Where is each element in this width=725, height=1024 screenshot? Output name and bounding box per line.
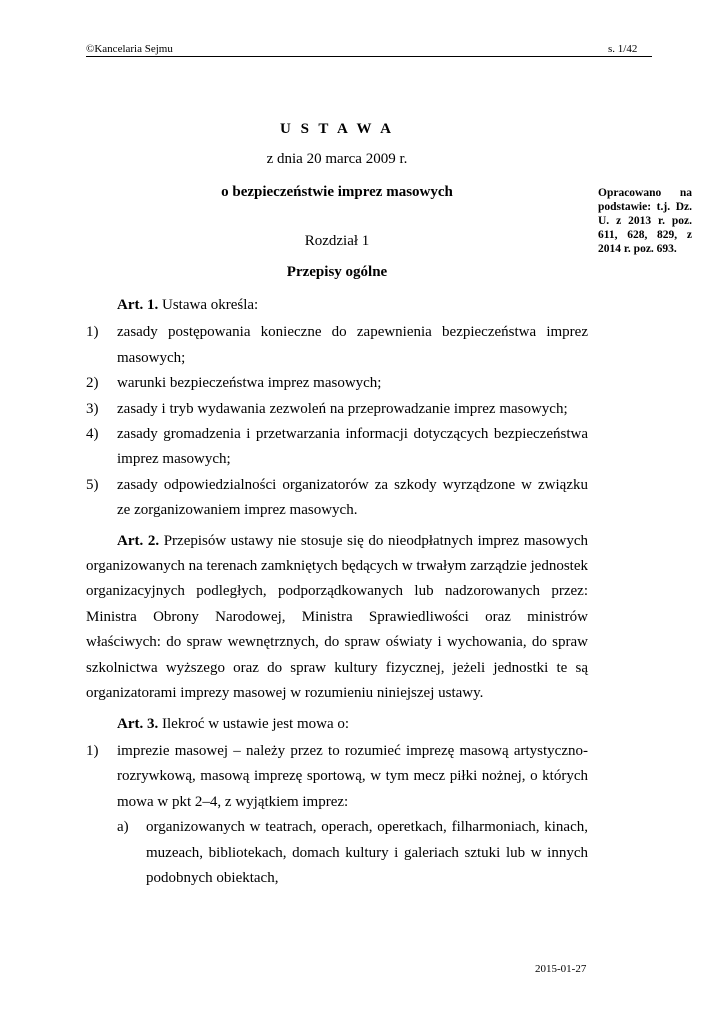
document-body — [86, 293, 588, 891]
art3-subitem-letter: a) — [117, 819, 129, 836]
art1-item — [86, 473, 588, 524]
art1-item-number: 2) — [86, 375, 99, 392]
header-page-number: s. 1/42 — [608, 43, 638, 55]
art1-item — [86, 422, 588, 473]
art1-item-text: zasady odpowiedzialności organizatorów za szkody wyrządzone w związku ze zorganizowaniem imprez masowych. — [117, 476, 588, 519]
art1-item-text: warunki bezpieczeństwa imprez masowych; — [117, 375, 382, 392]
art1-item — [86, 397, 588, 422]
document-date: z dnia 20 marca 2009 r. — [266, 151, 408, 167]
art1-item-text: zasady gromadzenia i przetwarzania informacji dotyczących bezpieczeństwa imprez masowych; — [117, 426, 588, 468]
art1-item-number: 5) — [86, 476, 99, 493]
art1-intro — [86, 293, 588, 318]
art1-item-number: 3) — [86, 400, 99, 417]
document-subject: o bezpieczeństwie imprez masowych — [221, 184, 453, 200]
art1-item-text: zasady postępowania konieczne do zapewnienia bezpieczeństwa imprez masowych; — [117, 324, 588, 366]
art1-item — [86, 320, 588, 371]
art3-intro-text: Ilekroć w ustawie jest mowa o: — [158, 715, 350, 732]
document-title: U S T A W A — [279, 121, 395, 137]
header-source: ©Kancelaria Sejmu — [86, 43, 173, 55]
art2-label: Art. 2. — [117, 532, 160, 549]
art1-item-text: zasady i tryb wydawania zezwoleń na przeprowadzanie imprez masowych; — [117, 400, 568, 417]
art3-subitem-text: organizowanych w teatrach, operach, operetkach, filharmoniach, kinach, muzeach, bibliotekach, domach kultury i galeriach sztuki lub w innych podobnych obiektach, — [146, 819, 588, 886]
art3-item — [86, 739, 588, 815]
art3-label: Art. 3. — [117, 715, 159, 732]
art3-item-number: 1) — [86, 742, 99, 759]
art3-item-text: imprezie masowej – należy przez to rozumieć imprezę masową artystyczno-rozrywkową, masową imprezę sportową, w tym mecz piłki nożnej, o których mowa w pkt 2–4, z wyjątkiem imprez: — [117, 742, 588, 810]
art1-intro-text: Ustawa określa: — [158, 297, 259, 313]
source-note: Opracowano na podstawie: t.j. Dz. U. z 2013 r. poz. 611, 628, 829, z 2014 r. poz. 693. — [598, 187, 692, 255]
art1-item-number: 4) — [86, 426, 99, 443]
chapter-title: Przepisy ogólne — [286, 264, 388, 280]
art3-subitem — [86, 815, 588, 891]
art1-item — [86, 371, 588, 396]
art1-item-number: 1) — [86, 324, 99, 341]
art2-text: Przepisów ustawy nie stosuje się do nieodpłatnych imprez masowych organizowanych na terenach zamkniętych będących w trwałym zarządzie jednostek organizacyjnych podległych, podporządkowanych lub nadzorowanych przez: Ministra Obrony Narodowej, Ministra Sprawiedliwości oraz ministrów właściwych: do spraw wewnętrznych, do spraw oświaty i wychowania, do spraw szkolnictwa wyższego oraz do spraw kultury fizycznej, jeżeli jednostki te są organizatorami imprezy masowej w rozumieniu niniejszej ustawy. — [86, 532, 588, 702]
art1-label: Art. 1. — [117, 297, 159, 313]
art2-paragraph — [86, 529, 588, 707]
header-divider — [86, 56, 652, 57]
art3-intro — [86, 712, 588, 737]
footer-date: 2015-01-27 — [535, 963, 587, 975]
chapter-number: Rozdział 1 — [304, 233, 370, 249]
